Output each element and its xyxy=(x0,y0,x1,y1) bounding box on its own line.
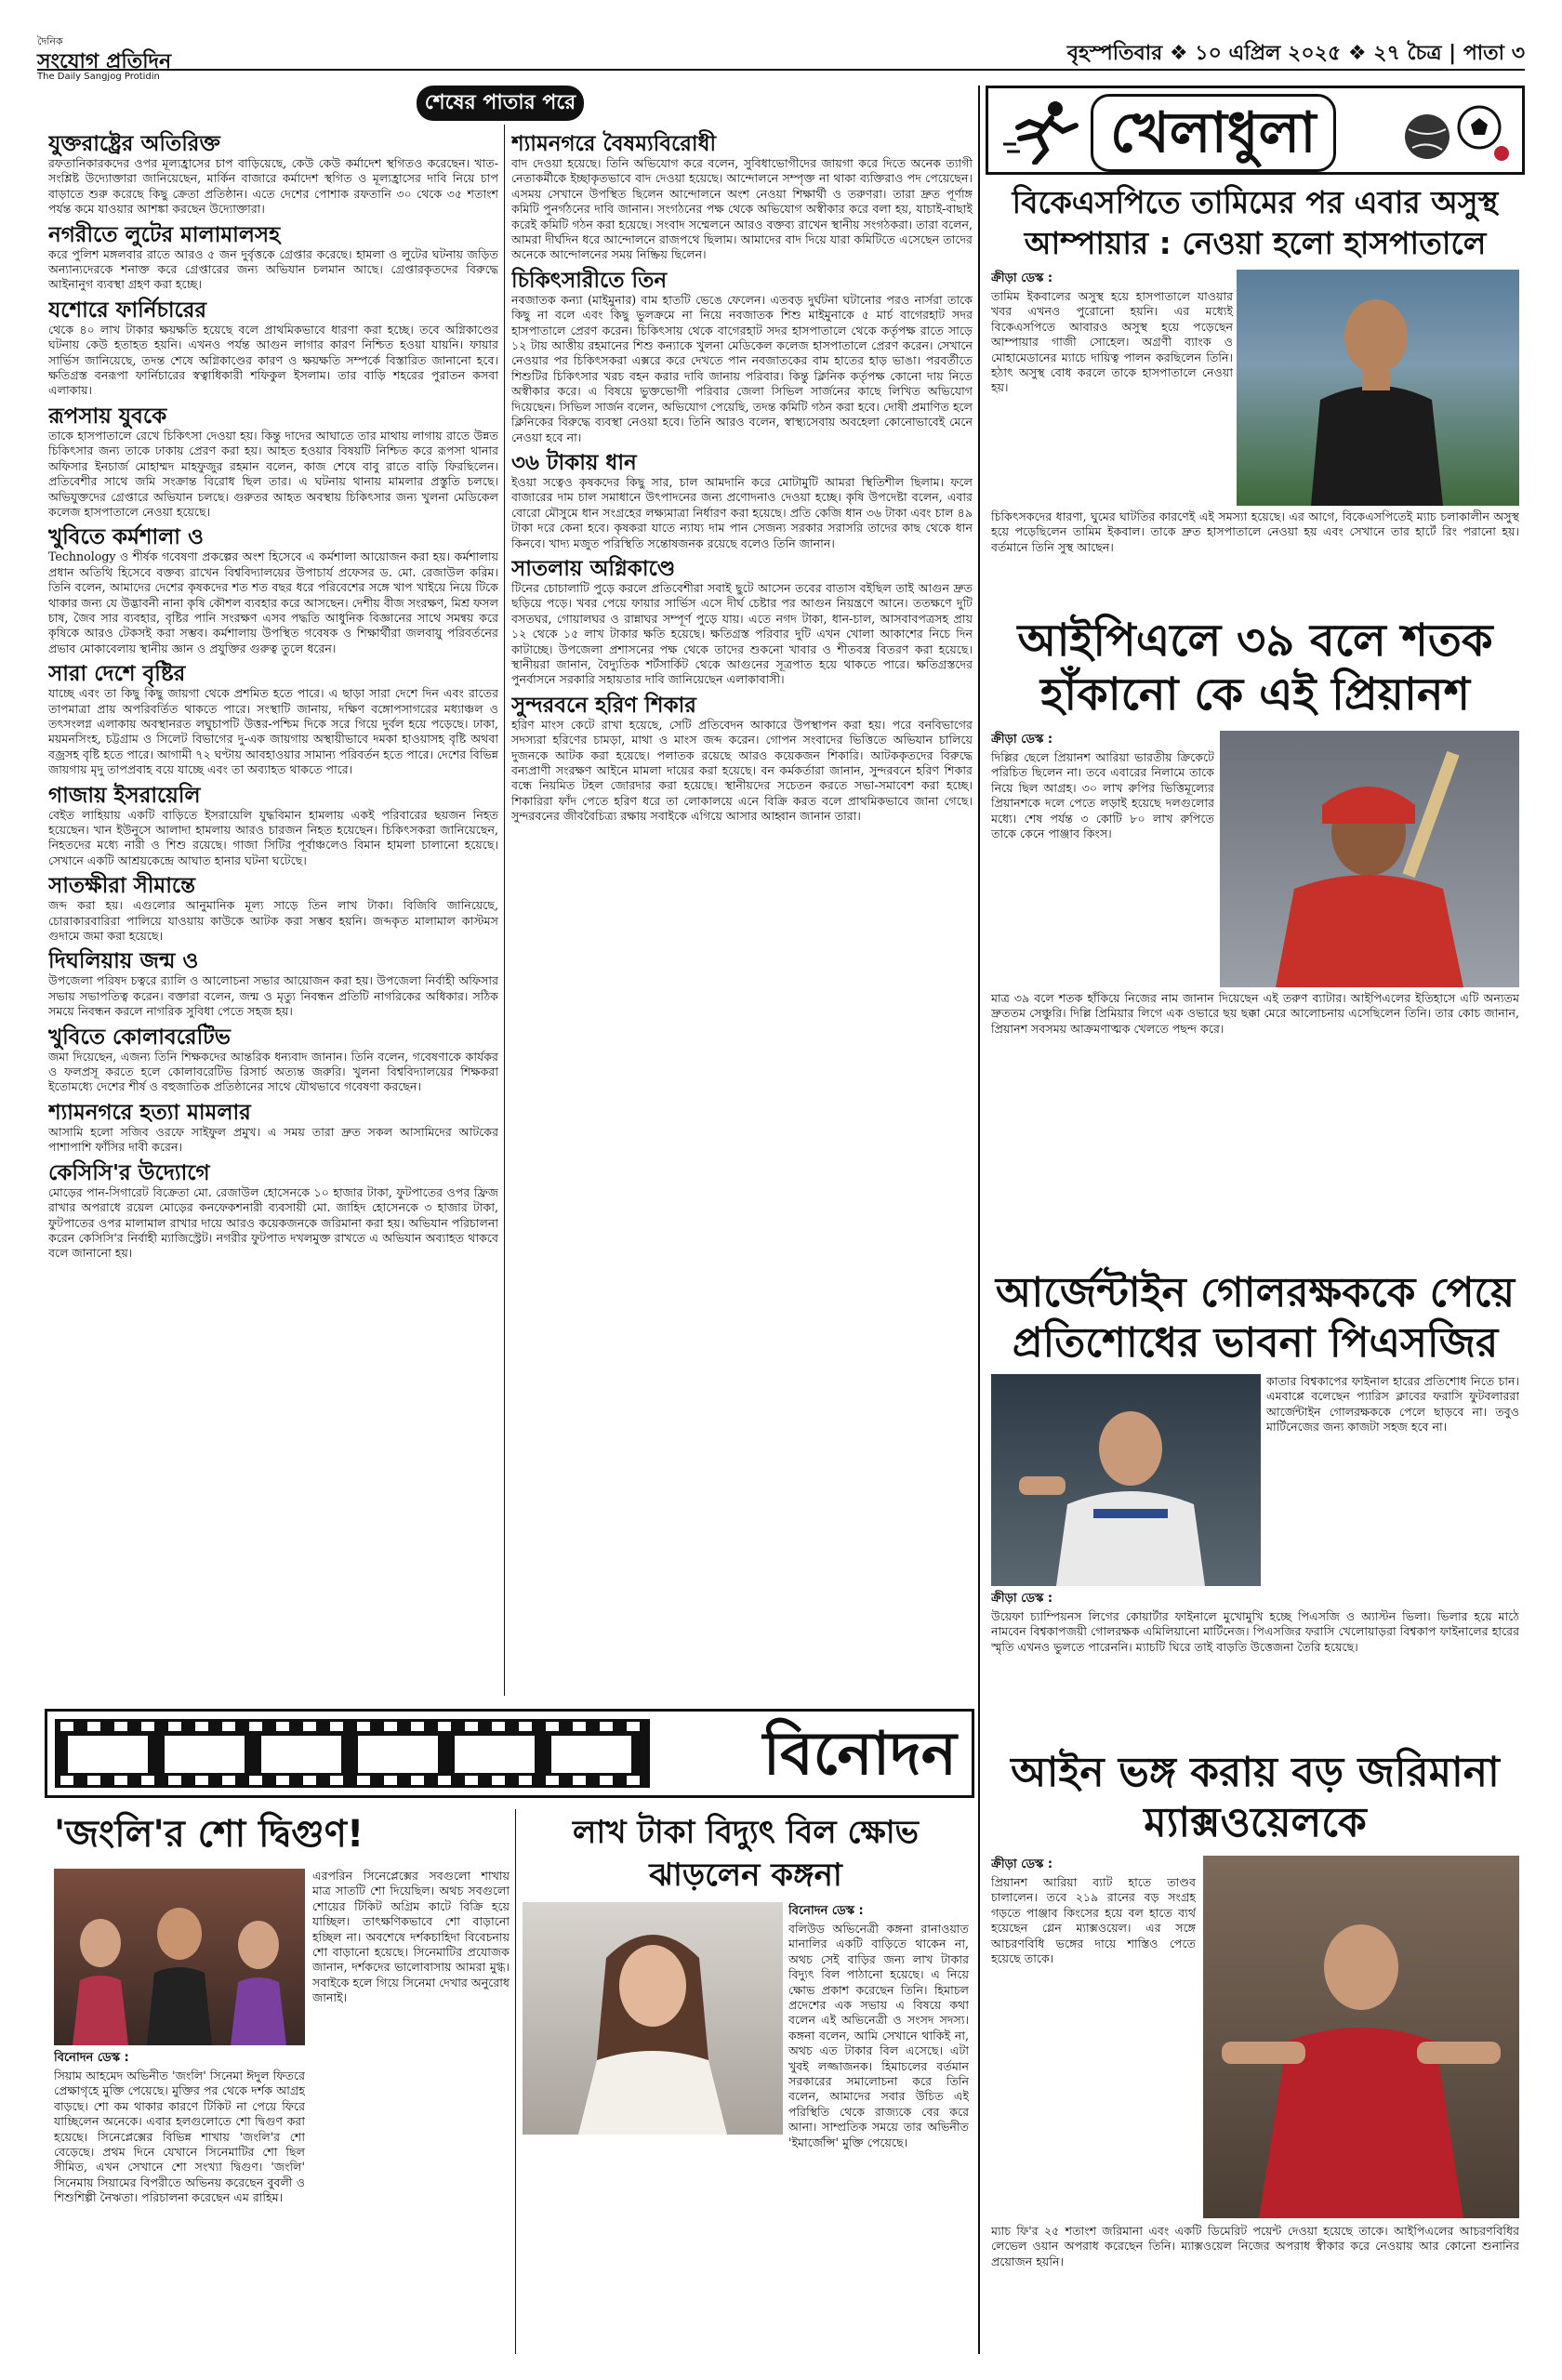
newspaper-logo xyxy=(37,33,251,82)
sports-section-banner xyxy=(986,86,1525,175)
sports-story-2-text-bottom: মাত্র ৩৯ বলে শতক হাঁকিয়ে নিজের নাম জানান দিয়েছেন এই তরুণ ব্যাটার। আইপিএলের ইতিহাসে এটি অন্যতম দ্রুততম সেঞ্চুরি। দিল্লি প্রিমিয়ার লিগে এক ওভারে ছয় ছক্কা মেরে আলোচনায় এসেছিলেন তিনি। তার কোচ জানান, প্রিয়ানশ সবসময় আক্রমণাত্মক খেলতে পছন্দ করে। xyxy=(991,991,1519,1036)
logo-name-en: The Daily Sangjog Protidin xyxy=(37,72,160,82)
dateline: বৃহস্পতিবার ❖ ১০ এপ্রিল ২০২৫ ❖ ২৭ চৈত্র | পাতা ৩ xyxy=(1066,42,1525,65)
film-perforation xyxy=(114,1776,127,1785)
film-perforation xyxy=(60,1776,73,1785)
film-perforation xyxy=(492,1776,505,1785)
column-divider xyxy=(504,125,505,1696)
byline: ক্রীড়া ডেস্ক : xyxy=(991,733,1053,747)
film-frame xyxy=(358,1736,438,1773)
film-perforation xyxy=(465,1722,478,1731)
byline: ক্রীড়া ডেস্ক : xyxy=(991,1858,1053,1871)
article-headline: নগরীতে লুটের মালামালসহ xyxy=(48,222,281,247)
article-text: হরিণ মাংস কেটে রাখা হয়েছে, সেটি প্রতিবেদন আকারে উপস্থাপন করা হয়। পরে বনবিভাগের সদস্যরা হরিণের চামড়া, মাথা ও মাংস জব্দ করেন। গোপন সংবাদের ভিত্তিতে অভিযান চালিয়ে দুজনকে আটক করা হয়েছে। পলাতক রয়েছে আরও কয়েকজন শিকারি। আটককৃতদের বিরুদ্ধে বন্যপ্রাণী সংরক্ষণ আইনে মামলা দায়ের করা হয়েছে। বন কর্মকর্তারা জানান, সুন্দরবনে হরিণ শিকার বন্ধে নিয়মিত টহল জোরদার করা হয়েছে। স্থানীয়দের সচেতন করতে সভা-সমাবেশ করা হচ্ছে। শিকারিরা ফাঁদ পেতে হরিণ ধরে তা লোকালয়ে এনে বিক্রি করত বলে প্রাথমিকভাবে জানা গেছে। সুন্দরবনের জীববৈচিত্র্য রক্ষায় সবাইকে এগিয়ে আসার আহ্বান জানান তারা। xyxy=(511,717,973,824)
sports-story-4-text-bottom: ম্যাচ ফি'র ২৫ শতাংশ জরিমানা এবং একটি ডিমেরিট পয়েন্ট দেওয়া হয়েছে তাকে। আইপিএলের আচরণবিধির লেভেল ওয়ান অপরাধ করেছেন তিনি। ম্যাক্সওয়েল নিজের অপরাধ স্বীকার করে নেওয়ায় আর কোনো শুনানির প্রয়োজন হয়নি। xyxy=(991,2224,1519,2268)
article-headline: সারা দেশে বৃষ্টির xyxy=(48,662,186,687)
film-perforation xyxy=(438,1776,451,1785)
film-perforation xyxy=(438,1722,451,1731)
film-perforation xyxy=(87,1776,100,1785)
byline: বিনোদন ডেস্ক : xyxy=(54,2051,129,2065)
article-headline: শ্যামনগরে হত্যা মামলার xyxy=(48,1100,251,1125)
film-perforation xyxy=(330,1722,343,1731)
logo-name: সংযোগ প্রতিদিন xyxy=(37,49,172,73)
sports-headline-3: আর্জেন্টাইন গোলরক্ষককে পেয়ে প্রতিশোধের ভাবনা পিএসজির xyxy=(995,1269,1516,1367)
article-headline: সাতলায় অগ্নিকাণ্ডে xyxy=(511,556,676,581)
story-paragraph: সিয়াম আহমেদ অভিনীত 'জংলি' সিনেমা ঈদুল ফিতরে প্রেক্ষাগৃহে মুক্তি পেয়েছে। মুক্তির পর থেকে দর্শক আগ্রহ বাড়ছে। শো কম থাকার কারণে টিকিট না পেয়ে ফিরে যাচ্ছিলেন অনেকে। এবার হলগুলোতে শো দ্বিগুণ করা হয়েছে। সিনেপ্লেক্সের বিভিন্ন শাখায় 'জংলি'র শো বেড়েছে। প্রথম দিনে যেখানে সিনেমাটির শো ছিল সীমিত, এখন সেখানে শো সংখ্যা দ্বিগুণ। 'জংলি' সিনেমায় সিয়ামের বিপরীতে অভিনয় করেছেন বুবলী ও শিশুশিল্পী নৈঋতা। পরিচালনা করেছেন এম রাহিম। xyxy=(54,2069,305,2205)
article-text: থেকে ৪০ লাখ টাকার ক্ষয়ক্ষতি হয়েছে বলে প্রাথমিকভাবে ধারণা করা হচ্ছে। তবে অগ্নিকাণ্ডের ঘটনায় কেউ হতাহত হয়নি। এখনও পর্যন্ত আগুন লাগার কারণ নিশ্চিত হওয়া যায়নি। ফায়ার সার্ভিস জানিয়েছে, তদন্ত শেষে অগ্নিকাণ্ডের কারণ ও ক্ষয়ক্ষতি সম্পর্কে বিস্তারিত জানানো হবে। ক্ষতিগ্রস্ত বনরূপা ফার্নিচারের স্বত্বাধিকারী শফিকুল ইসলাম। তার বাড়ি শহরের পুরাতন কসবা এলাকায়। xyxy=(48,322,498,398)
entertainment-headline-1: 'জংলি'র শো দ্বিগুণ! xyxy=(54,1813,364,1856)
article-text: বাদ দেওয়া হয়েছে। তিনি অভিযোগ করে বলেন, সুবিধাভোগীদের জায়গা করে দিতে অনেক ত্যাগী নেতাকর্মীকে ইচ্ছাকৃতভাবে বাদ দেওয়া হয়েছে। আন্দোলনে সম্পৃক্ত না থাকা ব্যক্তিরাও পদ পেয়েছেন। এসময় সেখানে উপস্থিত ছিলেন আন্দোলনে অংশ নেওয়া শিক্ষার্থী ও তরুণরা। তারা দ্রুত পূর্ণাঙ্গ কমিটি পুনর্গঠনের দাবি জানান। সংগঠনের পক্ষ থেকে অভিযোগ অস্বীকার করে বলা হয়, যাচাই-বাছাই করেই কমিটি গঠন করা হয়েছে। সংবাদ সম্মেলনে আরও বক্তব্য রাখেন স্থানীয় সংগঠকরা। তারা বলেন, আমরা দীর্ঘদিন ধরে আন্দোলনে রাজপথে ছিলাম। আমাদের বাদ দিয়ে যারা কমিটিতে এসেছেন তাদের অনেকে আন্দোলনের সময় নিষ্ক্রিয় ছিলেন। xyxy=(511,156,973,262)
film-frame xyxy=(165,1736,245,1773)
entertainment-headline-2: লাখ টাকা বিদ্যুৎ বিল ক্ষোভ ঝাড়লেন কঙ্গনা xyxy=(573,1814,919,1894)
film-perforation xyxy=(600,1722,613,1731)
film-perforation xyxy=(168,1722,181,1731)
film-perforation xyxy=(303,1722,316,1731)
film-perforation xyxy=(249,1722,262,1731)
article-headline: যশোরে ফার্নিচারের xyxy=(48,298,207,323)
article-text: উপজেলা পরিষদ চত্বরে র‍্যালি ও আলোচনা সভার আয়োজন করা হয়। উপজেলা নির্বাহী অফিসার সভায় সভাপতিত্ব করেন। বক্তারা বলেন, জন্ম ও মৃত্যু নিবন্ধন প্রতিটি নাগরিকের অধিকার। সঠিক সময়ে নিবন্ধন করলে নাগরিক সুবিধা পেতে সহজ হয়। xyxy=(48,973,498,1019)
article-headline: দিঘলিয়ায় জন্ম ও xyxy=(48,949,199,974)
film-perforation xyxy=(357,1776,370,1785)
article-headline: সাতক্ষীরা সীমান্তে xyxy=(48,874,195,899)
film-perforation xyxy=(276,1776,289,1785)
article-text: তাকে হাসপাতালে রেখে চিকিৎসা দেওয়া হয়। কিন্তু দাদের আঘাতে তার মাথায় লাগায় রাতে উন্নত চিকিৎসার জন্য তাকে ঢাকায় প্রেরণ করা হয়। আহত হওয়ার বিষয়টি নিশ্চিত করে রূপসা থানার অফিসার ইনচার্জ মোহাম্মদ মাহফুজুর রহমান বলেন, কাজ শেষে বাবু রাতে বাড়ি ফিরছিলেন। প্রতিবেশীর সাথে জমি সংক্রান্ত বিরোধ ছিল তার। এ ঘটনায় থানায় মামলার প্রস্তুতি চলছে। অভিযুক্তদের গ্রেপ্তারে অভিযান চলছে। গুরুতর আহত অবস্থায় চিকিৎসার জন্য খুলনা মেডিকেল কলেজ হাসপাতালে নেওয়া হয়েছে। xyxy=(48,428,498,519)
film-perforation xyxy=(573,1776,586,1785)
goalkeeper-photo xyxy=(991,1374,1261,1586)
film-perforation xyxy=(249,1776,262,1785)
story-paragraph: উয়েফা চ্যাম্পিয়নস লিগের কোয়ার্টার ফাইনালে মুখোমুখি হচ্ছে পিএসজি ও অ্যাস্টন ভিলা। ভিলার হয়ে মাঠে নামবেন বিশ্বকাপজয়ী গোলরক্ষক এমিলিয়ানো মার্টিনেজ। পিএসজির ফরাসি খেলোয়াড়রা বিশ্বকাপ ফাইনালের হারের স্মৃতি এখনও ভুলতে পারেননি। ম্যাচটি ঘিরে তাই বাড়তি উত্তেজনা তৈরি হয়েছে। xyxy=(991,1609,1519,1654)
film-perforation xyxy=(627,1776,640,1785)
film-perforation xyxy=(195,1776,208,1785)
sports-story-1-text-bottom: চিকিৎসকদের ধারণা, ঘুমের ঘাটতির কারণেই এই সমস্যা হয়েছে। এর আগে, বিকেএসপিতেই ম্যাচ চলাকালীন অসুস্থ হয়ে পড়েছিলেন তামিম ইকবাল। তাকে দ্রুত হাসপাতালে নেওয়া হয় এবং সেখানে তার হার্টে রিং পরানো হয়। বর্তমানে তিনি সুস্থ আছেন। xyxy=(991,509,1519,554)
film-frame xyxy=(68,1736,148,1773)
article-text: করে পুলিশ মঙ্গলবার রাতে আরও ৫ জন দুর্বৃত্তকে গ্রেপ্তার করেছে। হামলা ও লুটের ঘটনায় জড়িত অন্যান্যদেরকে শনাক্ত করে গ্রেপ্তারের জন্য অভিযান চলমান আছে। গ্রেপ্তারকৃতদের বিরুদ্ধে আইনানুগ ব্যবস্থা গ্রহণ করা হচ্ছে। xyxy=(48,246,498,292)
sports-story-3-text xyxy=(1266,1374,1519,1586)
story-paragraph: প্রিয়ানশ আরিয়া ব্যাট হাতে তাণ্ডব চালালেন। তবে ২১৯ রানের বড় সংগ্রহ গড়তে পাঞ্জাব কিংসের হয়ে বল হাতে ব্যর্থ হয়েছেন গ্লেন ম্যাক্সওয়েল। এর সঙ্গে আচরণবিধি ভঙ্গের দায়ে শাস্তিও পেতে হয়েছে তাকে। xyxy=(991,1875,1196,1966)
film-perforation xyxy=(87,1722,100,1731)
film-perforation xyxy=(600,1776,613,1785)
byline: ক্রীড়া ডেস্ক : xyxy=(991,1592,1053,1606)
article-text: নবজাতক কন্যা (মাইমুনার) বাম হাতটি ভেঙে ফেলেন। এতবড় দুর্ঘটনা ঘটানোর পরও নার্সরা তাকে কিছু না বলে এবং কিছু ভুলক্রমে না নিয়ে নবজাতক শিশু মাইমুনাকে ৫ মার্চ বাগেরহাট সদর হাসপাতালে প্রেরণ করেন। চিকিৎসায় থেকে বাগেরহাট সদর হাসপাতালে থেকে কর্তৃপক্ষ রাতে সাড়ে ১২ টায় আত্তীয় রহমানের শিশু কন্যাকে খুলনা মেডিকেল কলেজ হাসপাতালে প্রেরণ করেন। সেখানে নেওয়ার পর চিকিৎসকরা এক্সরে করে দেখতে পান নবজাতকের বাম হাতের হাড় ভাঙা। পরবর্তীতে শিশুটির চিকিৎসার খরচ বহন করার দাবি জানায় পরিবার। কিন্তু ক্লিনিক কর্তৃপক্ষ কোনো দায় নিতে অস্বীকার করে। এ বিষয়ে ভুক্তভোগী পরিবার জেলা সিভিল সার্জনের কাছে লিখিত অভিযোগ দিয়েছেন। সিভিল সার্জন বলেন, অভিযোগ পেয়েছি, তদন্ত কমিটি গঠন করা হবে। দোষী প্রমাণিত হলে ক্লিনিকের বিরুদ্ধে ব্যবস্থা নেওয়া হবে। তিনি আরও বলেন, স্বাস্থ্যসেবায় অবহেলা কোনোভাবেই মেনে নেওয়া হবে না। xyxy=(511,292,973,444)
film-strip-graphic xyxy=(55,1719,650,1788)
article-text: Technology ও শীর্ষক গবেষণা প্রকল্পের অংশ হিসেবে এ কর্মশালা আয়োজন করা হয়। কর্মশালায় প্রধান অতিথি হিসেবে বক্তব্য রাখেন বিশ্ববিদ্যালয়ের উপাচার্য প্রফেসর ড. মো. রেজাউল করিম। তিনি বলেন, আমাদের দেশের কৃষকদের শত শত বছর ধরে পরিবেশের সঙ্গে খাপ খাইয়ে নিয়ে টিকে থাকার জন্য যে উদ্ভাবনী নানা কৃষি কৌশল ব্যবহার করে আসছেন। দেশীয় বীজ সংরক্ষণ, মিশ্র ফসল চাষ, জৈব সার ব্যবহার, বৃষ্টির পানি সংরক্ষণ এসব পদ্ধতি আধুনিক বিজ্ঞানের সাথে সমন্বয় করে কৃষিকে আরও টেকসই করা সম্ভব। কর্মশালায় উপস্থিত গবেষক ও শিক্ষার্থীরা জলবায়ু পরিবর্তনের প্রভাব মোকাবেলায় স্থানীয় জ্ঞান ও প্রযুক্তির গুরুত্ব তুলে ধরেন। xyxy=(48,549,498,655)
byline: বিনোদন ডেস্ক : xyxy=(788,1904,864,1918)
film-perforation xyxy=(519,1722,532,1731)
article-text: যাচ্ছে এবং তা কিছু কিছু জায়গা থেকে প্রশমিত হতে পারে। এ ছাড়া সারা দেশে দিন এবং রাতের তাপমাত্রা প্রায় অপরিবর্তিত থাকতে পারে। সংস্থাটি জানায়, দক্ষিণ বঙ্গোপসাগরের মধ্যাঞ্চল ও তৎসংলগ্ন এলাকায় অবস্থানরত লঘুচাপটি উত্তর-পশ্চিম দিকে সরে গিয়ে দুর্বল হয়ে পড়েছে। ঢাকা, ময়মনসিংহ, চট্টগ্রাম ও সিলেট বিভাগের দু-এক জায়গায় অস্থায়ীভাবে দমকা হাওয়াসহ বৃষ্টি অথবা বজ্রসহ বৃষ্টি হতে পারে। আগামী ৭২ ঘণ্টায় আবহাওয়ার সামান্য পরিবর্তন হতে পারে। দেশের বিভিন্ন জায়গায় মৃদু তাপপ্রবাহ বয়ে যাচ্ছে এবং তা অব্যাহত থাকতে পারে। xyxy=(48,686,498,777)
article-text: আসামি হলো সজিব ওরফে সাইফুল প্রমুখ। এ সময় তারা দ্রুত সকল আসামিদের আটকের পাশাপাশি ফাঁসির দাবী করেন। xyxy=(48,1124,498,1155)
news-column-2 xyxy=(511,126,973,1698)
maxwell-photo xyxy=(1203,1856,1519,2218)
article-headline: সুন্দরবনে হরিণ শিকার xyxy=(511,693,696,718)
article-headline: খুবিতে কোলাবরেটিভ xyxy=(48,1025,231,1050)
cricketer-photo xyxy=(1220,731,1519,987)
jongli-film-photo xyxy=(54,1869,305,2045)
article-text: জমা দিয়েছেন, এজন্য তিনি শিক্ষকদের আন্তরিক ধন্যবাদ জানান। তিনি বলেন, গবেষণাকে কার্যকর ও ফলপ্রসূ করতে হলে কোলাবরেটিভ রিসার্চ অত্যন্ত জরুরি। খুলনা বিশ্ববিদ্যালয়ের শিক্ষকরা ইতোমধ্যে দেশের শীর্ষ ও বহুজাতিক প্রতিষ্ঠানের সাথে যৌথভাবে গবেষণা করছেন। xyxy=(48,1049,498,1094)
sports-story-1-text xyxy=(991,270,1233,502)
sports-headline-1: বিকেএসপিতে তামিমের পর এবার অসুস্থ আম্পায়ার : নেওয়া হলো হাসপাতালে xyxy=(1012,184,1499,261)
article-headline: গাজায় ইসরায়েলি xyxy=(48,783,201,808)
sports-story-2-text xyxy=(991,731,1214,982)
story-paragraph: কাতার বিশ্বকাপের ফাইনাল হারের প্রতিশোধ নিতে চান। এমবাপ্পে বলেছেন প্যারিস ক্লাবের ফরাসি ফুটবলাররা আর্জেন্টাইন গোলরক্ষককে পেলে ছাড়বে না। তবুও মার্টিনেজের জন্য কাজটা সহজ হবে না। xyxy=(1266,1374,1519,1435)
film-perforation xyxy=(411,1722,424,1731)
film-perforation xyxy=(168,1776,181,1785)
film-perforation xyxy=(573,1722,586,1731)
film-perforation xyxy=(519,1776,532,1785)
film-perforation xyxy=(627,1722,640,1731)
article-headline: খুবিতে কর্মশালা ও xyxy=(48,525,204,550)
film-perforation xyxy=(141,1722,154,1731)
film-perforation xyxy=(195,1722,208,1731)
film-perforation xyxy=(222,1776,235,1785)
film-perforation xyxy=(222,1722,235,1731)
story-paragraph: তামিম ইকবালের অসুস্থ হয়ে হাসপাতালে যাওয়ার খবর এখনও পুরোনো হয়নি। এর মধ্যেই বিকেএসপিতে আবারও অসুস্থ হয়ে পড়েছেন আম্পায়ার গাজী সোহেল। অগ্রণী ব্যাংক ও মোহামেডানের ম্যাচে দায়িত্ব পালন করছিলেন তিনি। হঠাৎ অসুস্থ বোধ করলে তাকে হাসপাতালে নেওয়া হয়। xyxy=(991,289,1233,395)
film-perforation xyxy=(330,1776,343,1785)
film-perforation xyxy=(303,1776,316,1785)
film-perforation xyxy=(546,1722,559,1731)
sports-headline-4: আইন ভঙ্গ করায় বড় জরিমানা ম্যাক্সওয়েলকে xyxy=(1011,1749,1500,1846)
sports-balls-icon xyxy=(1399,101,1511,163)
film-perforation xyxy=(141,1776,154,1785)
article-text: টিনের চোচালাটি পুড়ে করলে প্রতিবেশীরা সবাই ছুটে আসেন তবের বাতাস বইছিল তাই আগুন দ্রুত ছড়িয়ে পড়ে। খবর পেয়ে ফায়ার সার্ভিস এসে দীর্ঘ চেষ্টার পর আগুন নিয়ন্ত্রণে আনে। ততক্ষণে দুটি বসতঘর, গোয়ালঘর ও রান্নাঘর সম্পূর্ণ পুড়ে যায়। এতে নগদ টাকা, ধান-চাল, আসবাবপত্রসহ প্রায় ১২ থেকে ১৫ লাখ টাকার ক্ষতি হয়েছে। ক্ষতিগ্রস্ত পরিবার দুটি এখন খোলা আকাশের নিচে দিন কাটাচ্ছে। উপজেলা প্রশাসনের পক্ষ থেকে তাদের শুকনো খাবার ও শীতবস্ত্র বিতরণ করা হয়েছে। স্থানীয়রা জানান, বৈদ্যুতিক শর্টসার্কিট থেকে আগুনের সূত্রপাত হয়ে থাকতে পারে। ক্ষতিগ্রস্তদের পুনর্বাসনে সরকারি সহায়তার দাবি জানিয়েছেন এলাকাবাসী। xyxy=(511,580,973,687)
article-text: জব্দ করা হয়। এগুলোর আনুমানিক মূল্য সাড়ে তিন লাখ টাকা। বিজিবি জানিয়েছে, চোরাকারবারিরা পালিয়ে যাওয়ায় কাউকে আটক করা সম্ভব হয়নি। জব্দকৃত মালামাল কাস্টমস গুদামে জমা করা হয়েছে। xyxy=(48,898,498,944)
byline: ক্রীড়া ডেস্ক : xyxy=(991,271,1053,285)
article-headline: যুক্তরাষ্ট্রের অতিরিক্ত xyxy=(48,132,220,156)
film-perforation xyxy=(114,1722,127,1731)
film-perforation xyxy=(492,1722,505,1731)
masthead xyxy=(37,33,1525,82)
film-frame xyxy=(455,1736,535,1773)
column-divider xyxy=(515,1809,516,2354)
entertainment-story-1-text xyxy=(54,2049,305,2354)
article-headline: কেসিসি'র উদ্যোগে xyxy=(48,1160,210,1185)
film-perforation xyxy=(60,1722,73,1731)
news-column-1 xyxy=(48,126,498,1698)
entertainment-section-banner xyxy=(45,1709,974,1798)
sports-story-4-text xyxy=(991,1856,1196,2218)
film-perforation xyxy=(411,1776,424,1785)
entertainment-section-title: বিনোদন xyxy=(762,1720,957,1789)
entertainment-story-2-text xyxy=(788,1902,969,2354)
film-perforation xyxy=(276,1722,289,1731)
article-text: রফতানিকারকদের ওপর মূল্যহ্রাসের চাপ বাড়িয়েছে, কেউ কেউ কর্মাদেশ স্থগিতও করেছেন। খাত-সংশ্লিষ্ট উদ্যোক্তারা জানিয়েছেন, মার্কিন বাজারে কর্মাদেশ স্থগিত ও মূল্যহ্রাসের দাবি নিয়ে চাপ বাড়াতে শুরু করেছে কিছু ক্রেতা প্রতিষ্ঠান। এতে দেশের পোশাক রফতানি ৩০ থেকে ৩৫ শতাংশ পর্যন্ত কমে যাওয়ার আশঙ্কা করছেন উদ্যোক্তারা। xyxy=(48,156,498,217)
continued-from-last-page-label: শেষের পাতার পরে xyxy=(417,86,584,121)
article-headline: রূপসায় যুবকে xyxy=(48,403,167,429)
kangana-photo xyxy=(523,1902,783,2135)
article-text: বেইত লাহিয়ায় একটি বাড়িতে ইসরায়েলি যুদ্ধবিমান হামলায় একই পরিবারের ছয়জন নিহত হয়েছেন। খান ইউনুসে আলাদা হামলায় আরও চারজন নিহত হয়েছেন। চিকিৎসকরা জানিয়েছেন, নিহতদের মধ্যে নারী ও শিশু রয়েছে। গাজা সিটির পূর্বাঞ্চলেও বিমান হামলা চালানো হয়েছে। সেখানে একটি আশ্রয়কেন্দ্রে আঘাত হানার ঘটনা ঘটেছে। xyxy=(48,807,498,867)
article-headline: শ্যামনগরে বৈষম্যবিরোধী xyxy=(511,132,717,156)
article-headline: চিকিৎসারীতে তিন xyxy=(511,268,668,293)
film-perforation xyxy=(357,1722,370,1731)
section-divider xyxy=(978,86,980,2354)
umpire-photo xyxy=(1237,270,1519,506)
sports-section-title: খেলাধুলা xyxy=(1091,94,1336,172)
entertainment-story-1-text-right: এরপরিন সিনেপ্লেক্সের সবগুলো শাখায় মাত্র সাতটি শো দিয়েছিল। অথচ সবগুলো শোয়ের টিকিট অগ্রিম কাটে বিক্রি হয়ে যাচ্ছিল। তাৎক্ষণিকভাবে শো বাড়ানো হচ্ছিল না। অবশেষে দর্শকচাহিদা বিবেচনায় শো বাড়ানো হয়েছে। সিনেমাটির প্রযোজক জানান, দর্শকদের ভালোবাসায় আমরা মুগ্ধ। সবাইকে হলে গিয়ে সিনেমা দেখার অনুরোধ জানাই। xyxy=(312,1869,510,2005)
film-frame xyxy=(261,1736,341,1773)
article-headline: ৩৬ টাকায় ধান xyxy=(511,450,637,475)
film-perforation xyxy=(384,1722,397,1731)
article-text: মোড়ের পান-সিগারেট বিক্রেতা মো. রেজাউল হোসেনকে ১০ হাজার টাকা, ফুটপাতের ওপর ফ্রিজ রাখার অপরাধে রয়েল মোড়ের কনফেকশনারী ব্যবসায়ী মো. জাহিদ হোসেনকে ৩ হাজার টাকা, ফুটপাতের ওপর মালামাল রাখার দায়ে আরও কয়েকজনকে জরিমানা করা হয়। অভিযান পরিচালনা করেন কেসিসি'র নির্বাহী ম্যাজিস্ট্রেট। নগরীর ফুটপাত দখলমুক্ত রাখতে এ অভিযান অব্যাহত থাকবে বলে জানানো হয়। xyxy=(48,1184,498,1261)
story-paragraph: দিল্লির ছেলে প্রিয়ানশ আরিয়া ভারতীয় ক্রিকেটে পরিচিত ছিলেন না। তবে এবারের নিলামে তাকে নিয়ে ছিল আগ্রহ। ৩০ লাখ রুপির ভিত্তিমূল্যের প্রিয়ানশকে দলে পেতে লড়াই হয়েছে দলগুলোর মধ্যে। শেষ পর্যন্ত ৩ কোটি ৮০ লাখ রুপিতে তাকে কেনে পাঞ্জাব কিংস। xyxy=(991,750,1214,841)
sports-headline-2: আইপিএলে ৩৯ বলে শতক হাঁকানো কে এই প্রিয়ানশ xyxy=(1017,615,1493,721)
film-perforation xyxy=(546,1776,559,1785)
runner-icon xyxy=(1001,98,1085,165)
film-frame xyxy=(551,1736,631,1773)
article-text: ইওয়া সত্বেও কৃষকদের কিছু সার, চাল আমদানি করে মোটামুটি আমরা স্থিতিশীল ছিলাম। ফলে বাজারের দাম চাল সমাধানে উৎপাদনের জন্য প্রণোদনাও দেওয়া হচ্ছে। কৃষি উপদেষ্টা বলেন, এবার বোরো মৌসুমে ধান সংগ্রহের লক্ষ্যমাত্রা নির্ধারণ করা হয়েছে। প্রতি কেজি ধান ৩৬ টাকা এবং চাল ৪৯ টাকা দরে কেনা হবে। কৃষকরা যাতে ন্যায্য দাম পান সেজন্য সরকার সরাসরি তাদের কাছ থেকে ধান কিনবে। খাদ্য মজুত পরিস্থিতি সন্তোষজনক রয়েছে বলেও তিনি জানান। xyxy=(511,474,973,550)
film-perforation xyxy=(465,1776,478,1785)
film-perforation xyxy=(384,1776,397,1785)
sports-story-3-text-bottom xyxy=(991,1590,1519,1739)
logo-tagline: দৈনিক xyxy=(37,35,63,47)
story-paragraph: বলিউড অভিনেত্রী কঙ্গনা রানাওয়াত মানালির একটি বাড়িতে থাকেন না, অথচ সেই বাড়ির জন্য লাখ টাকার বিদ্যুৎ বিল পাঠানো হয়েছে। এ নিয়ে ক্ষোভ প্রকাশ করেছেন তিনি। হিমাচল প্রদেশের এক সভায় এ বিষয়ে কথা বলেন এই অভিনেত্রী ও সংসদ সদস্য। কঙ্গনা বলেন, আমি সেখানে থাকিই না, অথচ এত টাকার বিল এসেছে। এটা খুবই লজ্জাজনক। হিমাচলের বর্তমান সরকারের সমালোচনা করে তিনি বলেন, আমাদের সবার উচিত এই পরিস্থিতি থেকে রাজ্যকে বের করে আনা। সাম্প্রতিক সময়ে তার অভিনীত 'ইমার্জেন্সি' মুক্তি পেয়েছে। xyxy=(788,1922,969,2149)
